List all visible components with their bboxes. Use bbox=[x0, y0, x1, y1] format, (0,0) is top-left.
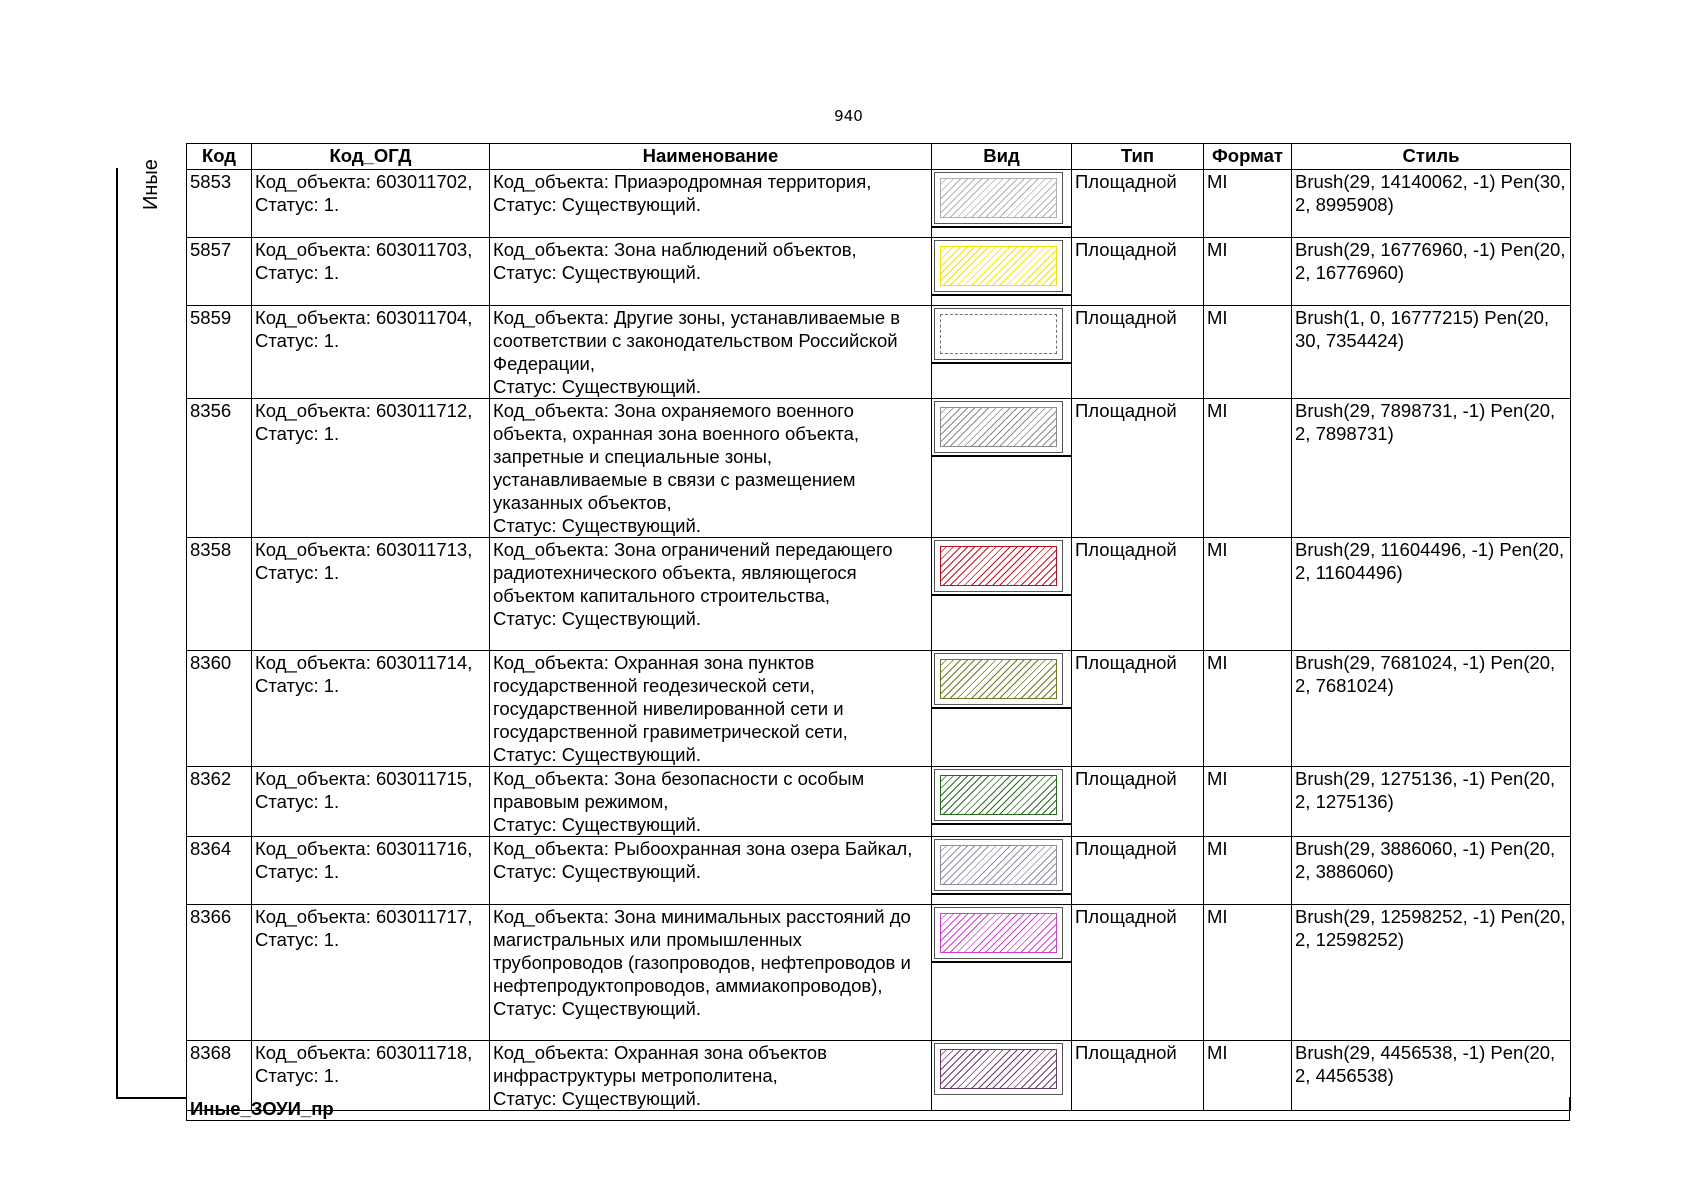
cell-name: Код_объекта: Зона ограничений передающего радиотехнического объекта, являющегося объектом капитального строительства, Статус: Существующий. bbox=[490, 538, 932, 651]
table-header-row bbox=[187, 144, 1571, 170]
cell-type: Площадной bbox=[1072, 767, 1204, 837]
cell-code: 5859 bbox=[187, 306, 252, 399]
table-row bbox=[187, 837, 1571, 905]
cell-name: Код_объекта: Другие зоны, устанавливаемые в соответствии с законодательством Российской Федерации, Статус: Существующий. bbox=[490, 306, 932, 399]
header-ogd: Код_ОГД bbox=[252, 144, 490, 170]
cell-view bbox=[932, 538, 1072, 651]
cell-ogd: Код_объекта: 603011713, Статус: 1. bbox=[252, 538, 490, 651]
cell-style: Brush(29, 7681024, -1) Pen(20, 2, 7681024) bbox=[1292, 651, 1571, 767]
cell-ogd: Код_объекта: 603011702, Статус: 1. bbox=[252, 170, 490, 238]
cell-code: 8366 bbox=[187, 905, 252, 1041]
hatch-swatch bbox=[934, 907, 1063, 959]
hatch-swatch bbox=[934, 240, 1063, 292]
cell-code: 8368 bbox=[187, 1041, 252, 1111]
header-style: Стиль bbox=[1292, 144, 1571, 170]
cell-ogd: Код_объекта: 603011715, Статус: 1. bbox=[252, 767, 490, 837]
cell-style: Brush(29, 7898731, -1) Pen(20, 2, 7898731) bbox=[1292, 399, 1571, 538]
cell-name: Код_объекта: Рыбоохранная зона озера Байкал, Статус: Существующий. bbox=[490, 837, 932, 905]
table-row bbox=[187, 538, 1571, 651]
cell-view bbox=[932, 399, 1072, 538]
cell-style: Brush(29, 14140062, -1) Pen(30, 2, 8995908) bbox=[1292, 170, 1571, 238]
hatch-swatch bbox=[934, 839, 1063, 891]
cell-ogd: Код_объекта: 603011718, Статус: 1. bbox=[252, 1041, 490, 1111]
cell-name: Код_объекта: Зона наблюдений объектов, Статус: Существующий. bbox=[490, 238, 932, 306]
cell-format: MI bbox=[1204, 170, 1292, 238]
cell-format: MI bbox=[1204, 306, 1292, 399]
cell-view bbox=[932, 905, 1072, 1041]
cell-style: Brush(29, 11604496, -1) Pen(20, 2, 11604496) bbox=[1292, 538, 1571, 651]
cell-format: MI bbox=[1204, 651, 1292, 767]
cell-code: 5853 bbox=[187, 170, 252, 238]
header-format: Формат bbox=[1204, 144, 1292, 170]
side-bracket-bottom-line bbox=[116, 1097, 186, 1099]
hatch-swatch bbox=[934, 653, 1063, 705]
cell-type: Площадной bbox=[1072, 399, 1204, 538]
cell-format: MI bbox=[1204, 399, 1292, 538]
cell-format: MI bbox=[1204, 1041, 1292, 1111]
cell-ogd: Код_объекта: 603011716, Статус: 1. bbox=[252, 837, 490, 905]
side-bracket-line bbox=[116, 168, 118, 1098]
side-group-label-text: Иные bbox=[140, 159, 162, 210]
cell-code: 8360 bbox=[187, 651, 252, 767]
hatch-swatch bbox=[934, 769, 1063, 821]
cell-name: Код_объекта: Зона охраняемого военного объекта, охранная зона военного объекта, запретные и специальные зоны, устанавливаемые в связи с размещением указанных объектов, Статус: Существующий. bbox=[490, 399, 932, 538]
cell-code: 8362 bbox=[187, 767, 252, 837]
cell-code: 8358 bbox=[187, 538, 252, 651]
cell-format: MI bbox=[1204, 767, 1292, 837]
cell-type: Площадной bbox=[1072, 837, 1204, 905]
cell-view bbox=[932, 767, 1072, 837]
cell-view bbox=[932, 837, 1072, 905]
header-name: Наименование bbox=[490, 144, 932, 170]
cell-name: Код_объекта: Охранная зона объектов инфраструктуры метрополитена, Статус: Существующий. bbox=[490, 1041, 932, 1111]
legend-table bbox=[186, 143, 1571, 1111]
table-row bbox=[187, 651, 1571, 767]
table-row bbox=[187, 238, 1571, 306]
cell-style: Brush(1, 0, 16777215) Pen(20, 30, 7354424) bbox=[1292, 306, 1571, 399]
cell-name: Код_объекта: Приаэродромная территория, Статус: Существующий. bbox=[490, 170, 932, 238]
header-code: Код bbox=[187, 144, 252, 170]
cell-style: Brush(29, 12598252, -1) Pen(20, 2, 12598252) bbox=[1292, 905, 1571, 1041]
cell-type: Площадной bbox=[1072, 238, 1204, 306]
table-row bbox=[187, 170, 1571, 238]
cell-type: Площадной bbox=[1072, 306, 1204, 399]
cell-type: Площадной bbox=[1072, 170, 1204, 238]
cell-ogd: Код_объекта: 603011717, Статус: 1. bbox=[252, 905, 490, 1041]
hatch-swatch bbox=[934, 540, 1063, 592]
cell-code: 8356 bbox=[187, 399, 252, 538]
table-row bbox=[187, 767, 1571, 837]
cell-ogd: Код_объекта: 603011703, Статус: 1. bbox=[252, 238, 490, 306]
cell-name: Код_объекта: Зона минимальных расстояний до магистральных или промышленных трубопроводов (газопроводов, нефтепроводов и нефтепродуктопроводов, аммиакопроводов), Статус: Существующий. bbox=[490, 905, 932, 1041]
cell-name: Код_объекта: Зона безопасности с особым правовым режимом, Статус: Существующий. bbox=[490, 767, 932, 837]
cell-style: Brush(29, 4456538, -1) Pen(20, 2, 4456538) bbox=[1292, 1041, 1571, 1111]
table-row bbox=[187, 905, 1571, 1041]
cell-type: Площадной bbox=[1072, 1041, 1204, 1111]
cell-type: Площадной bbox=[1072, 905, 1204, 1041]
cell-view bbox=[932, 170, 1072, 238]
table-row bbox=[187, 399, 1571, 538]
page-number: 940 bbox=[834, 107, 863, 125]
cell-view bbox=[932, 651, 1072, 767]
cell-view bbox=[932, 306, 1072, 399]
cell-name: Код_объекта: Охранная зона пунктов государственной геодезической сети, государственной нивелированной сети и государственной гравиметрической сети, Статус: Существующий. bbox=[490, 651, 932, 767]
cell-format: MI bbox=[1204, 837, 1292, 905]
cell-ogd: Код_объекта: 603011714, Статус: 1. bbox=[252, 651, 490, 767]
cell-code: 8364 bbox=[187, 837, 252, 905]
cell-style: Brush(29, 16776960, -1) Pen(20, 2, 16776960) bbox=[1292, 238, 1571, 306]
cell-code: 5857 bbox=[187, 238, 252, 306]
cell-ogd: Код_объекта: 603011712, Статус: 1. bbox=[252, 399, 490, 538]
header-type: Тип bbox=[1072, 144, 1204, 170]
cell-view bbox=[932, 238, 1072, 306]
dashed-outline-swatch bbox=[934, 308, 1063, 360]
cell-style: Brush(29, 1275136, -1) Pen(20, 2, 1275136) bbox=[1292, 767, 1571, 837]
hatch-swatch bbox=[934, 401, 1063, 453]
cell-format: MI bbox=[1204, 538, 1292, 651]
hatch-swatch bbox=[934, 1043, 1063, 1095]
group-footer-row bbox=[186, 1097, 1570, 1121]
group-footer-label: Иные_ЗОУИ_пр bbox=[190, 1098, 334, 1119]
cell-ogd: Код_объекта: 603011704, Статус: 1. bbox=[252, 306, 490, 399]
table-row bbox=[187, 306, 1571, 399]
hatch-swatch bbox=[934, 172, 1063, 224]
cell-format: MI bbox=[1204, 905, 1292, 1041]
header-view: Вид bbox=[932, 144, 1072, 170]
cell-style: Brush(29, 3886060, -1) Pen(20, 2, 3886060) bbox=[1292, 837, 1571, 905]
cell-type: Площадной bbox=[1072, 538, 1204, 651]
cell-format: MI bbox=[1204, 238, 1292, 306]
cell-type: Площадной bbox=[1072, 651, 1204, 767]
